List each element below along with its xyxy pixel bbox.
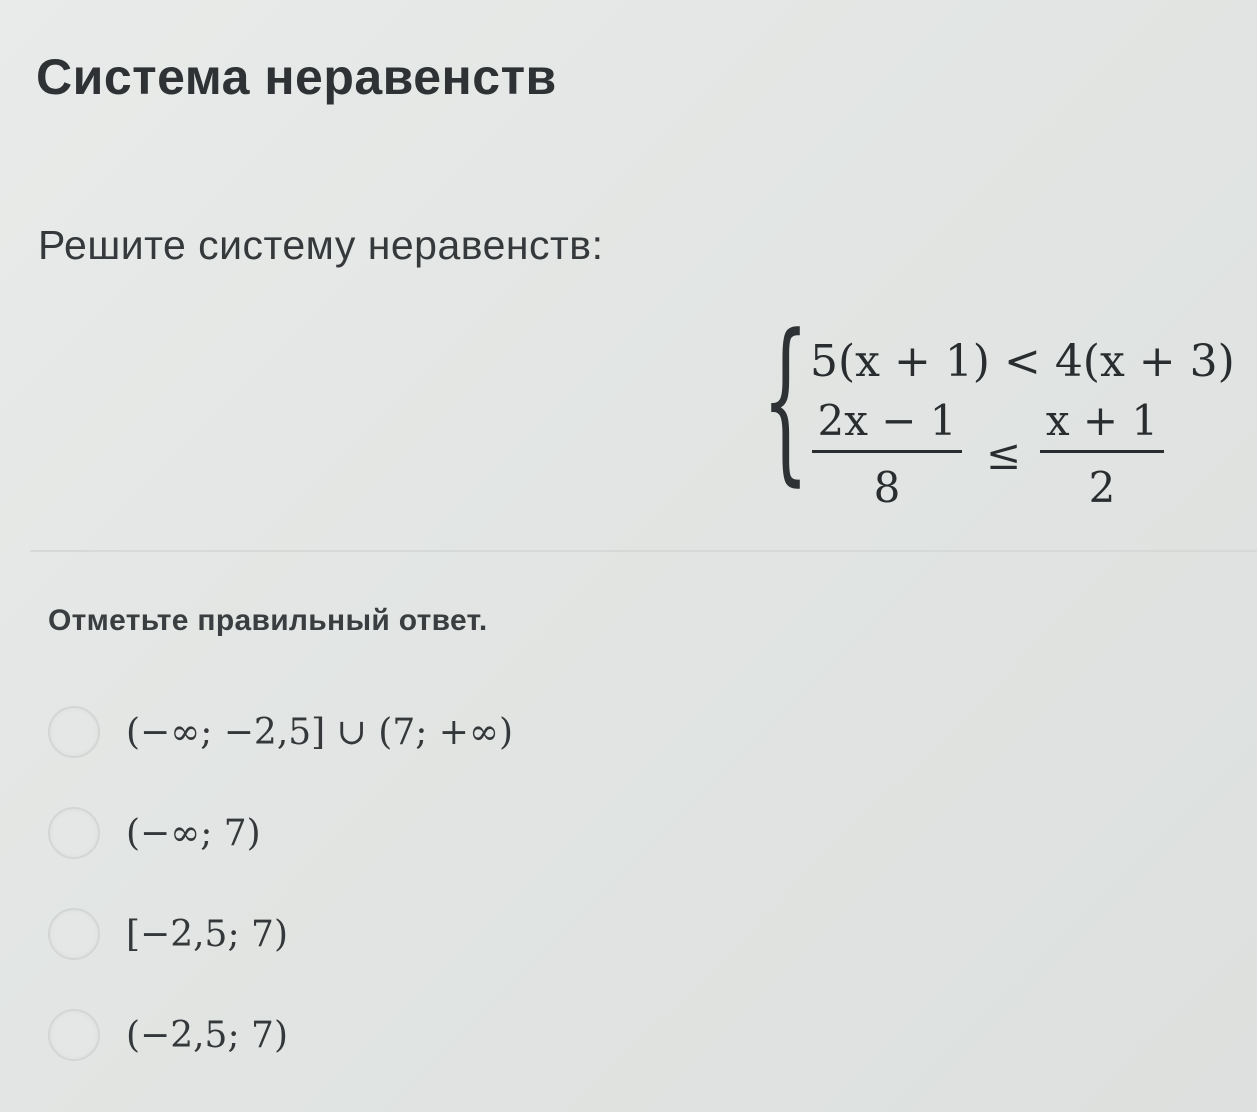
fraction-bar — [1040, 450, 1164, 453]
radio-button[interactable] — [48, 1009, 100, 1061]
radio-button[interactable] — [48, 908, 100, 960]
radio-button[interactable] — [48, 706, 100, 758]
answer-option[interactable] — [48, 700, 748, 764]
inequality-2-sign: ≤ — [986, 430, 1022, 479]
inequality-system — [762, 297, 1252, 512]
fraction-denominator: 8 — [873, 463, 901, 512]
radio-button[interactable] — [48, 807, 100, 859]
answer-option-label: (−∞; −2,5] ∪ (7; +∞) — [126, 711, 513, 753]
inequality-2-right-fraction — [1040, 396, 1164, 512]
inequality-2-left-fraction — [812, 396, 962, 512]
answer-option[interactable] — [48, 1003, 748, 1067]
section-divider — [30, 550, 1257, 552]
fraction-numerator: 2x − 1 — [817, 396, 957, 445]
fraction-bar — [812, 450, 962, 453]
answer-option[interactable] — [48, 801, 748, 865]
page-title: Система неравенств — [36, 49, 557, 105]
fraction-denominator: 2 — [1088, 463, 1116, 512]
task-prompt: Решите систему неравенств: — [38, 222, 604, 268]
answer-options — [48, 700, 748, 1104]
answer-option-label: (−2,5; 7) — [126, 1014, 288, 1056]
fraction-numerator: x + 1 — [1045, 396, 1159, 445]
answer-instruction: Отметьте правильный ответ. — [48, 604, 488, 637]
answer-option-label: [−2,5; 7) — [126, 913, 288, 955]
inequality-1: 5(x + 1) < 4(x + 3) — [810, 336, 1235, 387]
system-brace: { — [762, 297, 810, 502]
answer-option[interactable] — [48, 902, 748, 966]
answer-option-label: (−∞; 7) — [126, 812, 261, 854]
